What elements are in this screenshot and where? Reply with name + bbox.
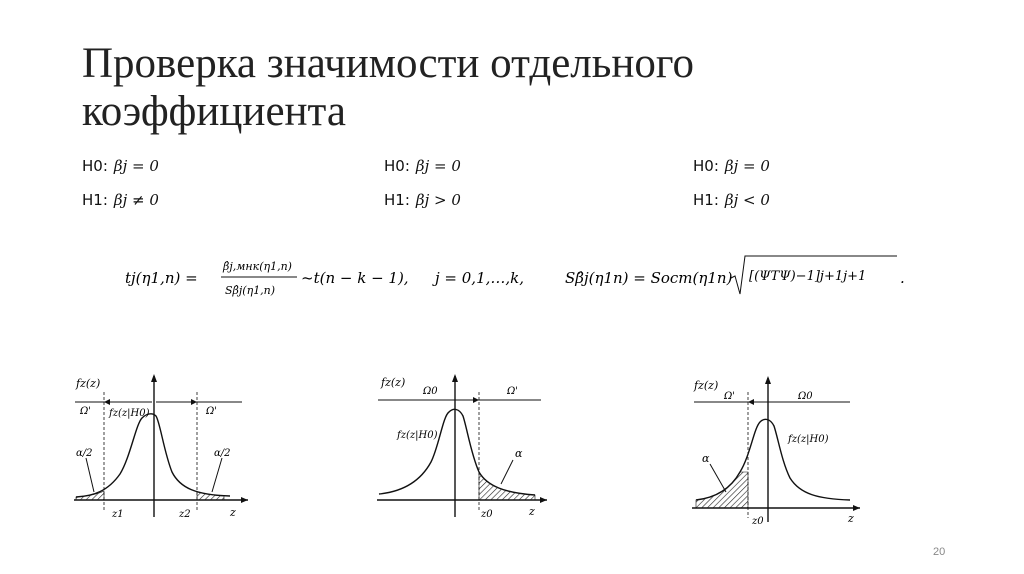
formula-index-range: j = 0,1,…,k,: [435, 269, 525, 287]
z-axis-label: z: [529, 505, 535, 518]
sqrt-content: [(ΨTΨ)−1]j+1j+1: [749, 269, 867, 284]
density-curve: [696, 419, 850, 500]
arrow-head: [473, 397, 479, 403]
h1-expression: βj < 0: [724, 191, 770, 209]
alpha-label: α: [515, 447, 523, 460]
arrow-head-right: [191, 399, 197, 405]
slide-title-line1: Проверка значимости отдельного: [82, 40, 694, 87]
h1-expression: βj > 0: [415, 191, 461, 209]
alpha-left-pointer: [86, 458, 94, 492]
left-critical-area: [696, 472, 748, 508]
page-number: 20: [933, 546, 946, 558]
h0-expression: βj = 0: [724, 157, 770, 175]
omega-right-label: Ω': [206, 406, 218, 417]
z0-label: z0: [752, 516, 764, 527]
fz-h0-label: fz(z|H0): [397, 430, 438, 441]
density-axis-arrow: [765, 376, 771, 384]
formula-distribution: ~t(n − k − 1),: [301, 269, 409, 287]
z-axis-arrow: [241, 497, 248, 503]
omega0-label: Ω0: [423, 386, 438, 397]
h0-label: H0:: [384, 157, 410, 175]
omega-prime-label: Ω': [507, 386, 519, 397]
alpha-right-label: α/2: [214, 448, 231, 459]
fz-label: fz(z): [76, 377, 101, 390]
h1-label: H1:: [82, 191, 108, 209]
density-curve: [379, 409, 535, 495]
h1-row: [82, 183, 159, 217]
fz-label: fz(z): [381, 376, 406, 389]
h0-row: [82, 149, 159, 183]
omega-left-label: Ω': [80, 406, 92, 417]
t-lhs: tj(η1,n) =: [125, 269, 198, 287]
omega-prime-label: Ω': [724, 391, 736, 402]
left-sided-test-plot: [690, 372, 870, 527]
fz-h0-label: fz(z|H0): [109, 408, 150, 419]
h1-label: H1:: [384, 191, 410, 209]
h1-label: H1:: [693, 191, 719, 209]
alpha-left-label: α/2: [76, 448, 93, 459]
fz-label: fz(z): [694, 379, 719, 392]
z0-label: z0: [481, 509, 493, 520]
two-sided-test-plot: [72, 372, 252, 522]
formula-denominator: Sβ̂j(η1,n): [225, 284, 276, 297]
omega0-label: Ω0: [798, 391, 813, 402]
formula-end-period: .: [900, 269, 905, 287]
h0-expression: βj = 0: [113, 157, 159, 175]
z1-label: z1: [112, 509, 124, 520]
alpha-label: α: [702, 452, 710, 465]
h1-row: [384, 183, 461, 217]
right-critical-area: [479, 472, 535, 500]
z2-label: z2: [179, 509, 191, 520]
right-sided-test-plot: [375, 372, 555, 522]
fz-h0-label: fz(z|H0): [788, 434, 829, 445]
density-axis-arrow: [452, 374, 458, 382]
z-axis-arrow: [540, 497, 547, 503]
h1-row: [693, 183, 770, 217]
z-axis-label: z: [230, 506, 236, 519]
hypotheses-right-sided: [384, 149, 461, 217]
formula-s-lhs: Sβ̂j(η1n) = Sост(η1n): [565, 269, 733, 287]
h0-row: [384, 149, 461, 183]
z-axis-label: z: [848, 512, 854, 525]
h0-label: H0:: [82, 157, 108, 175]
alpha-right-pointer: [212, 458, 222, 492]
h0-label: H0:: [693, 157, 719, 175]
slide-title-line2: коэффициента: [82, 88, 346, 135]
formula-numerator: β̂j,мнк(η1,n): [223, 260, 292, 273]
hypotheses-left-sided: [693, 149, 770, 217]
slide-title: [82, 40, 942, 136]
h0-row: [693, 149, 770, 183]
alpha-pointer: [501, 460, 513, 484]
arrow-head: [748, 399, 754, 405]
h0-expression: βj = 0: [415, 157, 461, 175]
z-axis-arrow: [853, 505, 860, 511]
density-curve: [76, 414, 230, 497]
arrow-head-left: [104, 399, 110, 405]
h1-expression: βj ≠ 0: [113, 191, 159, 209]
density-axis-arrow: [151, 374, 157, 382]
t-statistic-formula: [125, 250, 915, 306]
right-critical-area: [197, 492, 224, 500]
hypotheses-two-sided: [82, 149, 159, 217]
alpha-pointer: [710, 464, 726, 492]
